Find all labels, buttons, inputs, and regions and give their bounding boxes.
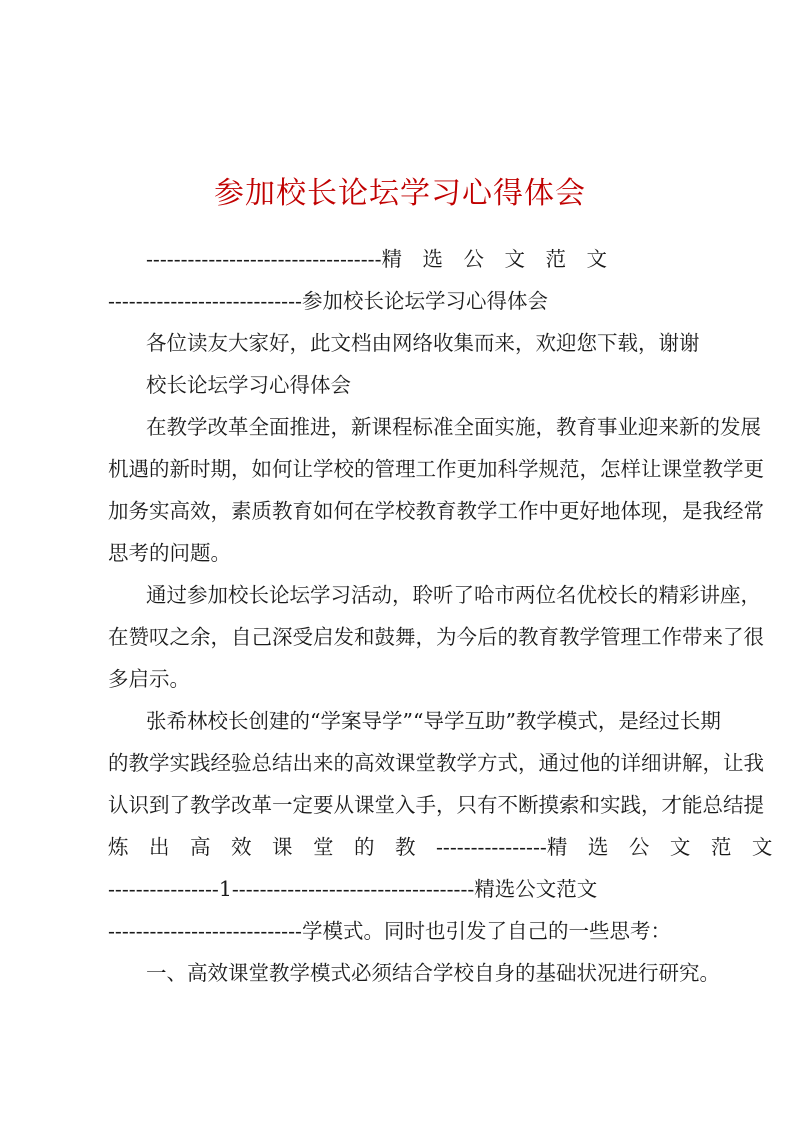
paragraph-2-line-2: 在赞叹之余，自己深受启发和鼓舞，为今后的教育教学管理工作带来了很 bbox=[108, 625, 764, 649]
paragraph-2-line-3: 多启示。 bbox=[108, 667, 190, 691]
paragraph-3-line-2: 的教学实践经验总结出来的高效课堂教学方式，通过他的详细讲解，让我 bbox=[108, 751, 764, 775]
paragraph-3-line-3: 认识到了教学改革一定要从课堂入手，只有不断摸索和实践，才能总结提 bbox=[108, 793, 764, 817]
paragraph-3-line-1: 张希林校长创建的“学案导学”“导学互助”教学模式，是经过长期 bbox=[146, 709, 721, 733]
paragraph-1-line-4: 思考的问题。 bbox=[108, 541, 231, 565]
paragraph-3-continuation: ----------------------------学模式。同时也引发了自己的一些思考： bbox=[108, 919, 671, 943]
header-subtitle-line: ----------------------------参加校长论坛学习心得体会 bbox=[108, 289, 548, 313]
paragraph-1-line-1: 在教学改革全面推进，新课程标准全面实施，教育事业迎来新的发展 bbox=[146, 415, 761, 439]
document-title: 参加校长论坛学习心得体会 bbox=[214, 176, 586, 211]
paragraph-1-line-2: 机遇的新时期，如何让学校的管理工作更加科学规范，怎样让课堂教学更 bbox=[108, 457, 764, 481]
paragraph-3-line-4: 炼 出 高 效 课 堂 的 教 ----------------精 选 公 文 范 文 bbox=[108, 835, 773, 859]
greeting-line: 各位读友大家好，此文档由网络收集而来，欢迎您下载，谢谢 bbox=[146, 331, 700, 355]
section-heading: 校长论坛学习心得体会 bbox=[146, 373, 351, 397]
paragraph-2-line-1: 通过参加校长论坛学习活动，聆听了哈市两位名优校长的精彩讲座， bbox=[146, 583, 761, 607]
header-separator-line: ----------------------------------精 选 公 文 范 文 bbox=[146, 247, 608, 271]
paragraph-1-line-3: 加务实高效，素质教育如何在学校教育教学工作中更好地体现，是我经常 bbox=[108, 499, 764, 523]
page-footer-separator: ----------------1-----------------------------------精选公文范文 bbox=[108, 877, 598, 901]
section-point-1: 一、高效课堂教学模式必须结合学校自身的基础状况进行研究。 bbox=[146, 961, 720, 985]
